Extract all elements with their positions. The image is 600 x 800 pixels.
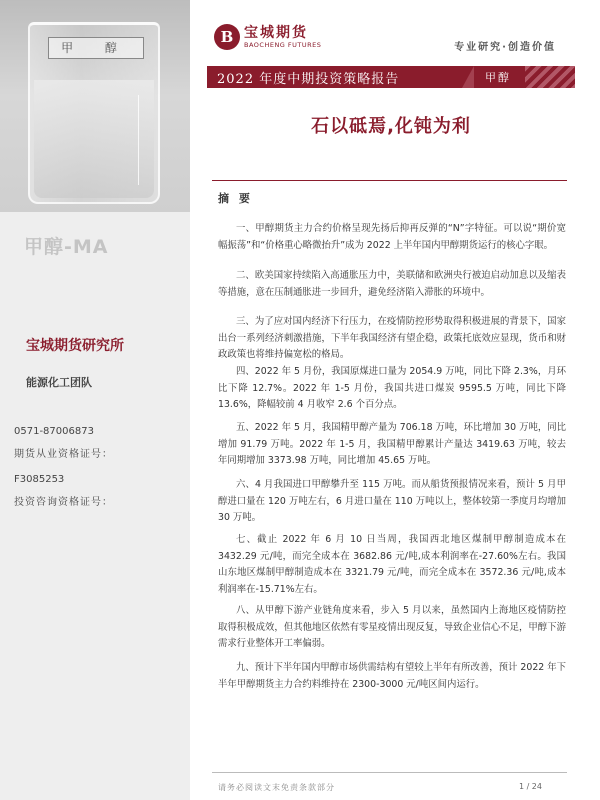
report-banner	[207, 66, 575, 88]
abstract-paragraph: 五、2022 年 5 月，我国精甲醇产量为 706.18 万吨，环比增加 30 万吨，同比增加 91.79 万吨。2022 年 1-5 月，我国精甲醇累计产量达 3419.63 万吨，较去年同期增加 3373.98 万吨，同比增加 45.65 万吨。	[218, 422, 566, 466]
abstract-title: 摘 要	[218, 192, 253, 205]
banner-notch	[462, 66, 474, 88]
methanol-beaker-image	[0, 0, 190, 212]
divider-bottom	[212, 772, 567, 773]
abstract-paragraph: 九、预计下半年国内甲醇市场供需结构有望较上半年有所改善，预计 2022 年下半年甲醇期货主力合约料维持在 2300-3000 元/吨区间内运行。	[218, 662, 566, 690]
qualification-number: F3085253	[14, 474, 65, 485]
abstract-paragraph: 二、欧美国家持续陷入高通胀压力中，美联储和欧洲央行被迫启动加息以及缩表等措施，意在压制通胀进一步回升，避免经济陷入滞胀的环境中。	[218, 270, 566, 298]
beaker-glass	[28, 22, 160, 204]
qualification-label: 期货从业资格证号：	[14, 449, 113, 460]
company-logo	[214, 22, 324, 58]
abstract-paragraph: 六、4 月我国进口甲醇攀升至 115 万吨。而从船货预报情况来看，预计 5 月甲醇进口量在 120 万吨左右，6 月进口量在 110 万吨以上，整体较第一季度月均增加 30 万吨。	[218, 479, 566, 523]
report-headline: 石以砥焉,化钝为利	[311, 116, 471, 137]
abstract-paragraph: 四、2022 年 5 月份，我国原煤进口量为 2054.9 万吨，同比下降 2.3%，月环比下降 12.7%。2022 年 1-5 月份，我国共进口煤炭 9595.5 万吨，同比下降 13.6%，降幅较前 4 月收窄 2.6 个百分点。	[218, 366, 566, 410]
page-number: 1 / 24	[518, 782, 542, 791]
contact-phone: 0571-87006873	[14, 426, 94, 437]
banner-stripes	[525, 66, 575, 88]
abstract-paragraph: 七、截止 2022 年 6 月 10 日当周，我国西北地区煤制甲醇制造成本在 3432.29 元/吨，而完全成本在 3682.86 元/吨,成本利润率在-27.60%左右。我国山东地区煤制甲醇制造成本在 3321.79 元/吨，而完全成本在 3572.36 元/吨,成本利润率在-15.71%左右。	[218, 534, 566, 595]
product-code: 甲醇-MA	[24, 236, 109, 258]
beaker-label: 甲 醇	[48, 37, 144, 59]
divider-top	[212, 180, 567, 181]
beaker-liquid	[34, 80, 154, 198]
advisory-label: 投资咨询资格证号：	[14, 497, 113, 508]
disclaimer-note: 请务必阅读文末免责条款部分	[218, 783, 335, 792]
abstract-paragraph: 八、从甲醇下游产业链角度来看，步入 5 月以来，虽然国内上海地区疫情防控取得积极成效，但其他地区依然有零星疫情出现反复，导致企业信心不足，甲醇下游需求行业整体开工率偏弱。	[218, 605, 566, 649]
left-sidebar	[0, 0, 190, 800]
report-category: 甲醇	[485, 71, 511, 84]
slogan: 专业研究·创造价值	[454, 42, 556, 53]
abstract-paragraph: 一、甲醇期货主力合约价格呈现先扬后抑再反弹的“N”字特征。可以说“期价宽幅振荡”和“价格重心略微抬升”成为 2022 上半年国内甲醇期货运行的核心字眼。	[218, 223, 566, 251]
logo-mark-icon: B	[214, 24, 240, 50]
beaker-ticks	[138, 95, 148, 185]
institute-name: 宝城期货研究所	[26, 338, 124, 354]
logo-name: 宝城期货	[244, 25, 308, 41]
abstract-paragraph: 三、为了应对国内经济下行压力，在疫情防控形势取得积极进展的背景下，国家出台一系列经济刺激措施，下半年我国经济有望企稳，政策托底效应显现，货币和财政政策也将维持偏宽松的格局。	[218, 316, 566, 360]
report-title: 2022 年度中期投资策略报告	[217, 72, 400, 87]
logo-english-name: BAOCHENG FUTURES	[244, 41, 322, 49]
team-name: 能源化工团队	[26, 376, 92, 389]
